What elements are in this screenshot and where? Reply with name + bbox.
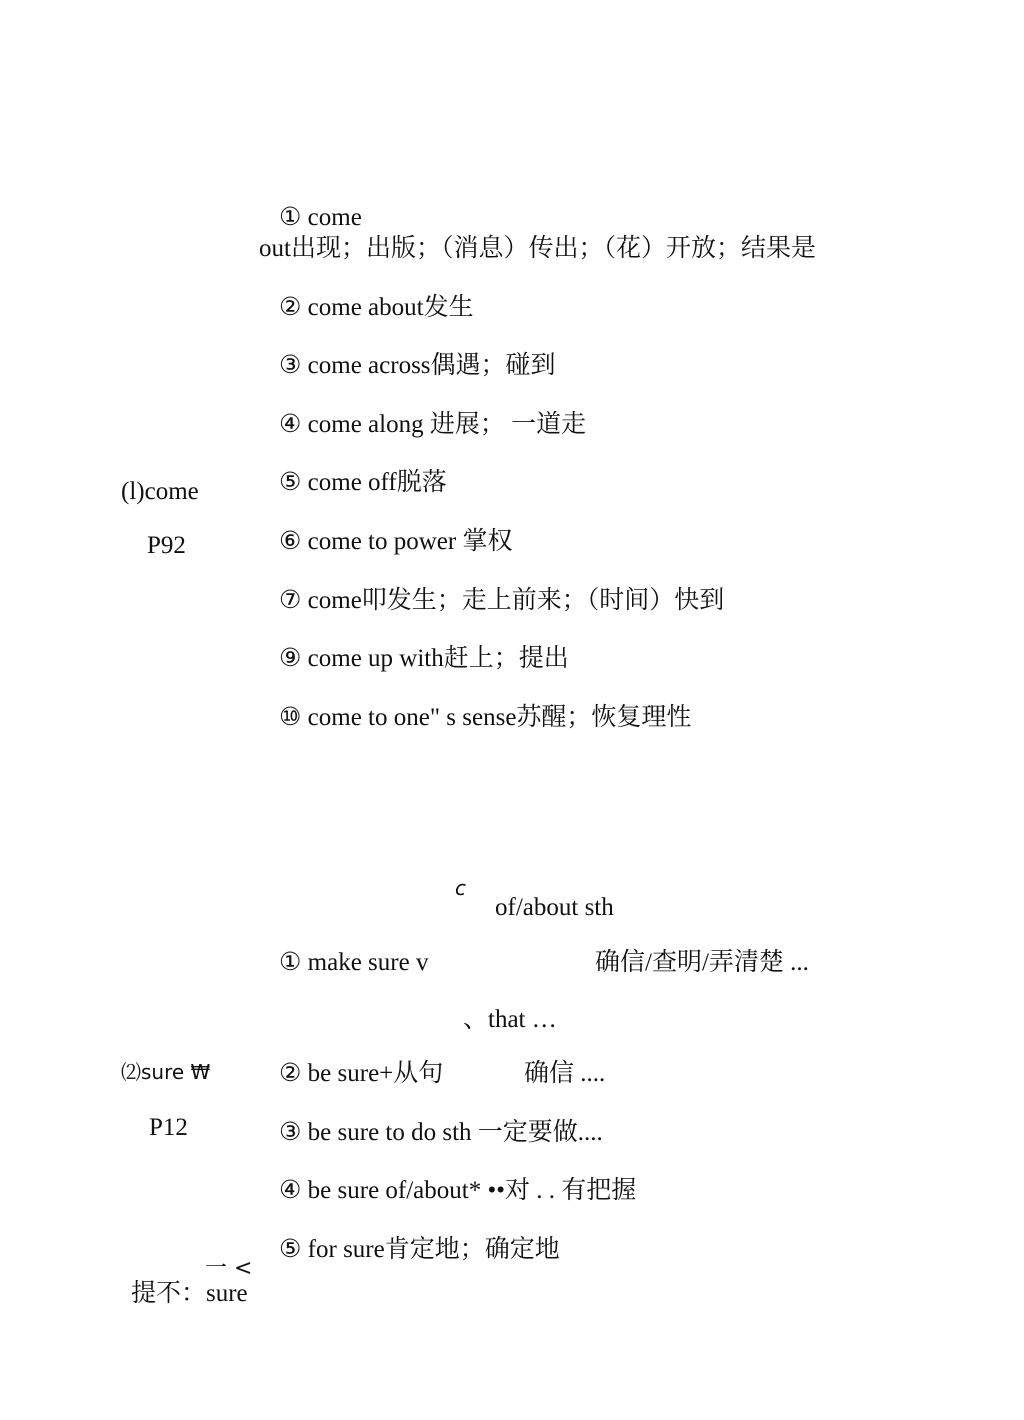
item-come-across: ③ come across偶遇；碰到 [279, 352, 556, 379]
item-come-up-with: ⑨ come up with赶上；提出 [279, 645, 569, 672]
item-come-off: ⑤ come off脱落 [279, 469, 447, 496]
item-make-sure: ① make sure v [279, 949, 429, 976]
page-ref-come: P92 [147, 532, 186, 559]
footer-note: 提不：sure [131, 1280, 248, 1307]
section-label-sure: ⑵sure ₩ [121, 1060, 211, 1084]
item-come-about: ② come about发生 [279, 294, 474, 321]
item-come-up: ⑦ come叩发生；走上前来；（时间）快到 [279, 587, 725, 614]
item-be-sure-clause-meaning: 确信 .... [524, 1060, 606, 1087]
item-be-sure-clause: ② be sure+从句 [279, 1060, 444, 1087]
item-come-along: ④ come along 进展； 一道走 [279, 411, 587, 438]
page-ref-sure: P12 [149, 1114, 188, 1141]
item-make-sure-that: 、that … [463, 1006, 557, 1033]
item-be-sure-to-do: ③ be sure to do sth 一定要做.... [279, 1119, 603, 1146]
item-make-sure-meaning: 确信/查明/弄清楚 ... [595, 949, 809, 976]
note-c: c [455, 876, 466, 900]
section-label-come: (l)come [121, 478, 199, 505]
footer-marks: 一 < [205, 1256, 253, 1281]
item-come-to-senses: ⑩ come to one" s sense苏醒；恢复理性 [279, 704, 692, 731]
note-of-about: of/about sth [495, 894, 614, 921]
item-be-sure-of: ④ be sure of/about* ••对 . . 有把握 [279, 1177, 637, 1204]
item-come-to-power: ⑥ come to power 掌权 [279, 528, 513, 555]
item-for-sure: ⑤ for sure肯定地；确定地 [279, 1236, 560, 1263]
item-come-out-meaning: out出现；出版；（消息）传出；（花）开放；结果是 [259, 235, 816, 262]
item-come-out-number: ① come [279, 204, 362, 231]
